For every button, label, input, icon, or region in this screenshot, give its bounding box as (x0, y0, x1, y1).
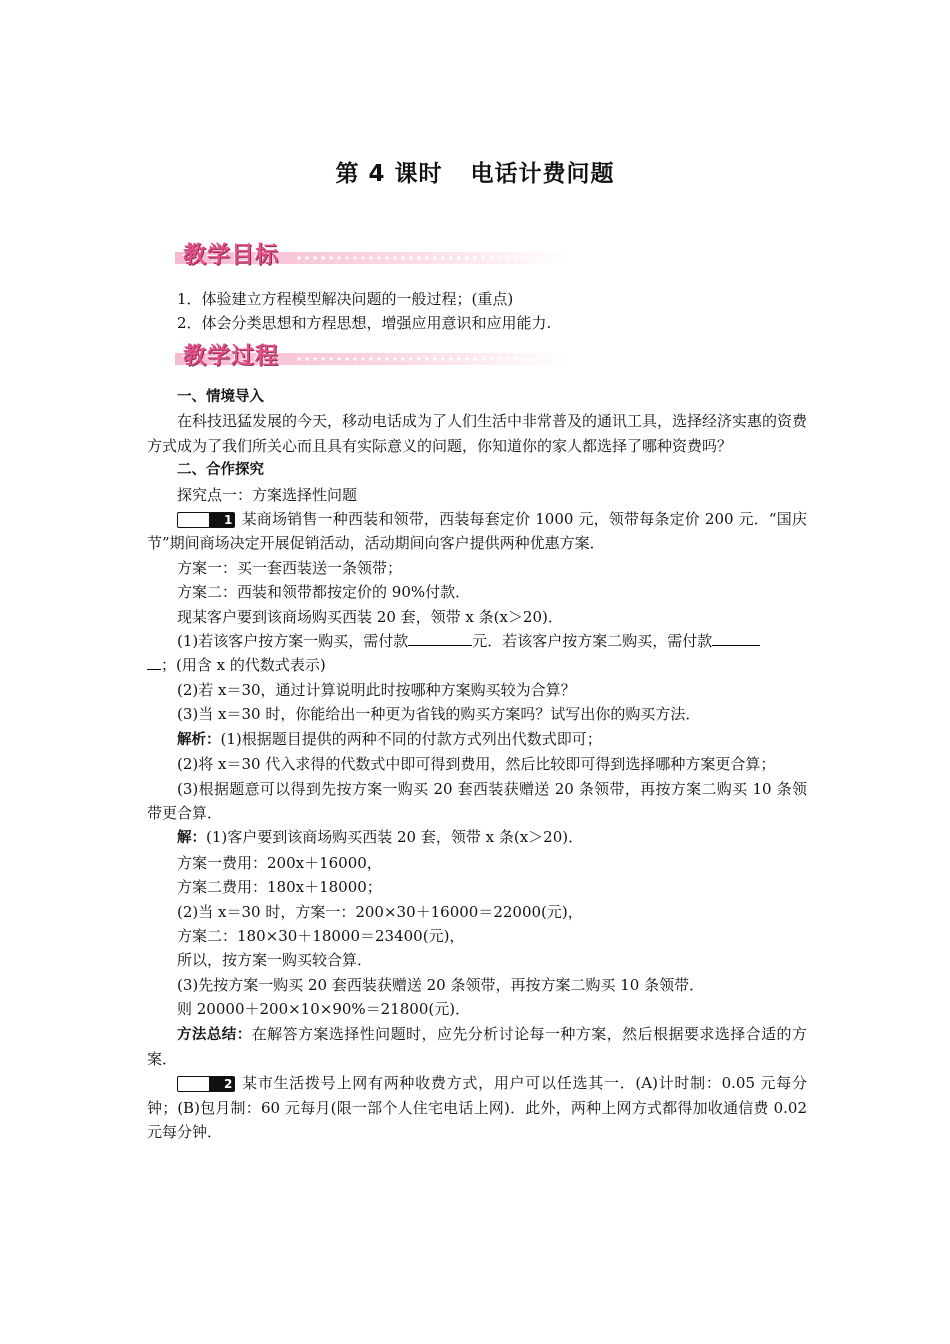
lesson-number: 第 4 课时 (335, 161, 443, 187)
goal-item: 1．体验建立方程模型解决问题的一般过程；(重点) (177, 290, 514, 308)
example-tag: 例 1 (177, 512, 235, 528)
subsection-label: 探究点一：方案选择性问题 (177, 485, 358, 504)
section-heading: 二、合作探究 (177, 462, 264, 479)
paragraph: (3)先按方案一购买 20 套西装获赠送 20 条领带，再按方案二购买 10 条领带． (177, 975, 705, 994)
question-1: (1)若该客户按方案一购买，需付款 元．若该客户按方案二购买，需付款 ；(用含 x 的代数式表示) (147, 629, 807, 678)
example-1-stem: 例 1 某商场销售一种西装和领带，西装每套定价 1000 元，领带每条定价 200 元．“国庆节”期间商场决定开展促销活动，活动期间向客户提供两种优惠方案． (147, 510, 807, 553)
goals-list (147, 287, 807, 336)
banner-teaching-goals (175, 236, 570, 270)
paragraph: (2)将 x＝30 代入求得的代数式中即可得到费用，然后比较即可得到选择哪种方案更合算； (177, 755, 776, 774)
banner-label: 教学过程 (183, 343, 279, 369)
paragraph: (2)当 x＝30 时，方案一：200×30＋16000＝22000(元)， (177, 902, 583, 921)
example-tag: 例 2 (177, 1076, 235, 1092)
main-content (147, 385, 807, 1145)
paragraph: 则 20000＋200×10×90%＝21800(元)． (177, 1000, 471, 1019)
goal-item: 2．体会分类思想和方程思想，增强应用意识和应用能力. (177, 314, 552, 333)
lesson-topic: 电话计费问题 (470, 161, 615, 187)
banner-teaching-process (175, 337, 570, 371)
paragraph: 方案二费用：180x＋18000； (177, 878, 382, 897)
paragraph: 所以，按方案一购买较合算． (177, 951, 373, 970)
paragraph: 方案二：西装和领带都按定价的 90%付款． (177, 583, 471, 602)
analysis: 解析：(1)根据题目提供的两种不同的付款方式列出代数式即可； (177, 729, 602, 748)
answer-blank (147, 655, 161, 670)
solution: 解：(1)客户要到该商场购买西装 20 套，领带 x 条(x＞20)． (177, 828, 584, 847)
method-summary: 方法总结：在解答方案选择性问题时，应先分析讨论每一种方案，然后根据要求选择合适的方案． (147, 1024, 807, 1068)
answer-blank (408, 631, 472, 646)
question-2: (2)若 x＝30，通过计算说明此时按哪种方案购买较为合算？ (177, 680, 576, 699)
paragraph: 现某客户要到该商场购买西装 20 套，领带 x 条(x＞20)． (177, 607, 563, 626)
answer-blank (712, 631, 760, 646)
banner-label: 教学目标 (183, 242, 279, 268)
page-title (0, 155, 950, 188)
section-heading: 一、情境导入 (177, 389, 264, 405)
paragraph: 在科技迅猛发展的今天，移动电话成为了人们生活中非常普及的通讯工具，选择经济实惠的资费方式成为了我们所关心而且具有实际意义的问题，你知道你的家人都选择了哪种资费吗？ (147, 412, 808, 455)
paragraph: (3)根据题意可以得到先按方案一购买 20 套西装获赠送 20 条领带，再按方案二购买 10 条领带更合算． (147, 779, 807, 822)
example-2-stem: 例 2 某市生活拨号上网有两种收费方式，用户可以任选其一．(A)计时制：0.05 元每分钟；(B)包月制：60 元每月(限一部个人住宅电话上网)．此外，两种上网方式都得加收通信费 0.02 元每分钟． (147, 1074, 807, 1142)
paragraph: 方案二：180×30＋18000＝23400(元)， (177, 926, 465, 945)
question-3: (3)当 x＝30 时，你能给出一种更为省钱的购买方案吗？试写出你的购买方法． (177, 705, 701, 724)
paragraph: 方案一费用：200x＋16000， (177, 853, 382, 872)
paragraph: 方案一：买一套西装送一条领带； (177, 558, 403, 577)
